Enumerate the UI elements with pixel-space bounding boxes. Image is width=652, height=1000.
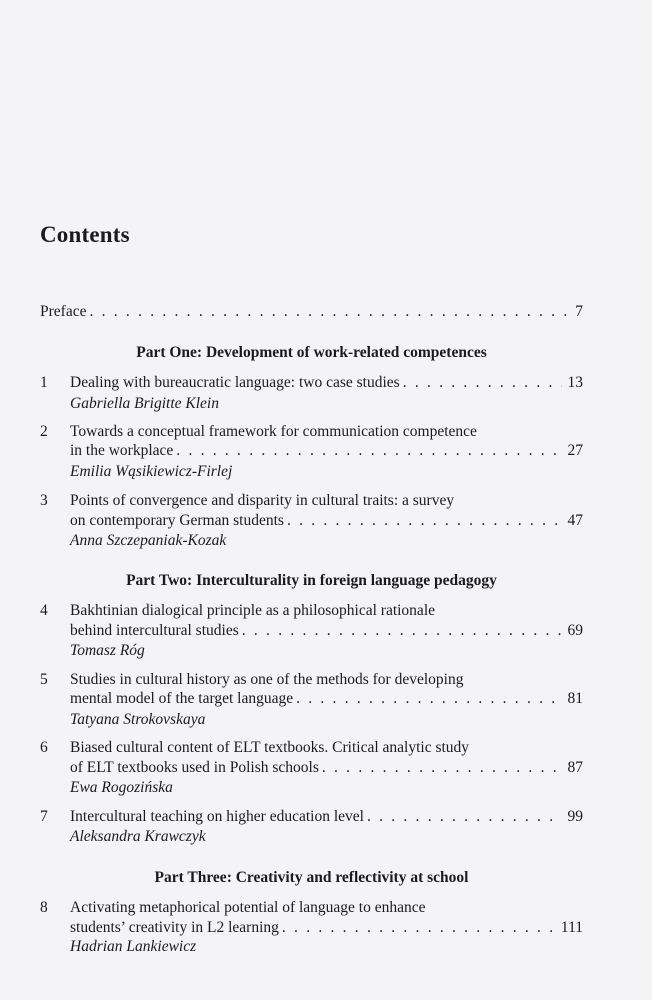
page-number: 99 <box>567 808 583 825</box>
entry-author: Tomasz Róg <box>70 642 145 659</box>
dot-leader <box>239 621 562 641</box>
page-number: 87 <box>567 759 583 776</box>
entry-title: behind intercultural studies <box>70 622 239 639</box>
entry-title-line: Activating metaphorical potential of language to enhance <box>70 899 426 916</box>
entry-title-line: Towards a conceptual framework for communication competence <box>70 423 477 440</box>
entry-title: Preface <box>40 303 87 320</box>
entry-title: in the workplace <box>70 442 174 459</box>
part-heading: Part Two: Interculturality in foreign language pedagogy <box>126 572 497 589</box>
entry-author: Hadrian Lankiewicz <box>70 938 197 955</box>
page-number: 27 <box>567 442 583 459</box>
page-number: 69 <box>567 622 583 639</box>
page-number: 47 <box>567 512 583 529</box>
toc-entry-4[interactable] <box>70 621 583 641</box>
chapter-number: 7 <box>40 808 48 825</box>
page-title: Contents <box>40 222 130 247</box>
toc-entry-8[interactable] <box>70 918 583 938</box>
entry-title: on contemporary German students <box>70 512 284 529</box>
dot-leader <box>173 441 561 461</box>
entry-author: Tatyana Strokovskaya <box>70 711 206 728</box>
entry-title: students’ creativity in L2 learning <box>70 919 279 936</box>
entry-title: Dealing with bureaucratic language: two case studies <box>70 374 400 391</box>
chapter-number: 4 <box>40 602 48 619</box>
toc-entry-preface[interactable] <box>40 302 583 322</box>
chapter-number: 8 <box>40 899 48 916</box>
part-heading: Part One: Development of work-related competences <box>136 344 487 361</box>
dot-leader <box>293 689 561 709</box>
entry-title: Intercultural teaching on higher education level <box>70 808 364 825</box>
entry-author: Anna Szczepaniak-Kozak <box>70 532 227 549</box>
dot-leader <box>284 511 562 531</box>
entry-author: Aleksandra Krawczyk <box>70 828 206 845</box>
entry-title-line: Studies in cultural history as one of the methods for developing <box>70 671 464 688</box>
chapter-number: 2 <box>40 423 48 440</box>
toc-entry-2[interactable] <box>70 441 583 461</box>
toc-entry-3[interactable] <box>70 511 583 531</box>
entry-author: Emilia Wąsikiewicz-Firlej <box>70 463 233 480</box>
toc-entry-5[interactable] <box>70 689 583 709</box>
page-number: 7 <box>575 303 583 320</box>
entry-title: mental model of the target language <box>70 690 294 707</box>
entry-title-line: Points of convergence and disparity in cultural traits: a survey <box>70 492 455 509</box>
dot-leader <box>86 302 569 322</box>
page-number: 13 <box>567 374 583 391</box>
entry-author: Gabriella Brigitte Klein <box>70 395 219 412</box>
dot-leader <box>364 807 562 827</box>
dot-leader <box>279 918 555 938</box>
toc-entry-1[interactable] <box>70 373 583 393</box>
chapter-number: 3 <box>40 492 48 509</box>
page-number: 111 <box>560 919 583 936</box>
entry-title: of ELT textbooks used in Polish schools <box>70 759 319 776</box>
entry-title-line: Biased cultural content of ELT textbooks. Critical analytic study <box>70 739 470 756</box>
dot-leader <box>319 758 562 778</box>
chapter-number: 6 <box>40 739 48 756</box>
dot-leader <box>400 373 562 393</box>
toc-entry-6[interactable] <box>70 758 583 778</box>
page-number: 81 <box>567 690 583 707</box>
toc-entry-7[interactable] <box>70 807 583 827</box>
chapter-number: 1 <box>40 374 48 391</box>
chapter-number: 5 <box>40 671 48 688</box>
entry-title-line: Bakhtinian dialogical principle as a philosophical rationale <box>70 602 435 619</box>
entry-author: Ewa Rogozińska <box>70 779 173 796</box>
part-heading: Part Three: Creativity and reflectivity at school <box>154 869 469 886</box>
